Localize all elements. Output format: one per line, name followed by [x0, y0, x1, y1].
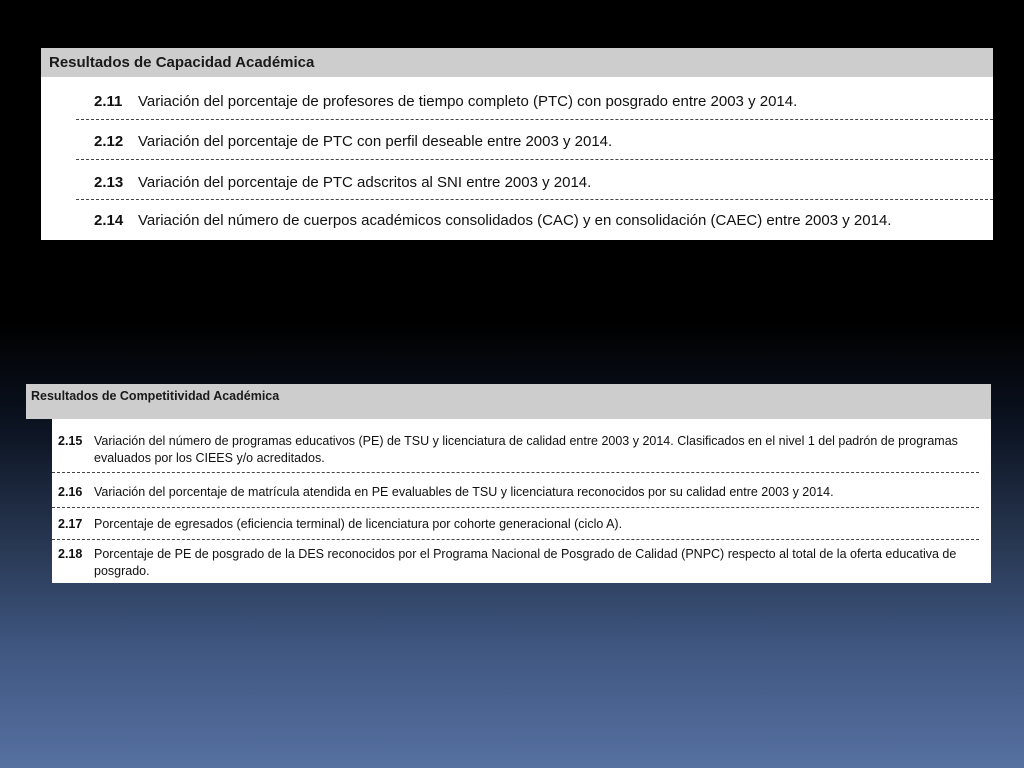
item-number: 2.18 [58, 547, 83, 561]
item-number: 2.15 [58, 434, 83, 448]
capacidad-item [76, 133, 993, 150]
competitividad-item [52, 433, 991, 467]
item-text: Porcentaje de egresados (eficiencia terminal) de licenciatura por cohorte generacional (ciclo A). [94, 517, 623, 531]
dashed-divider [52, 472, 979, 473]
dashed-divider [52, 507, 979, 508]
competitividad-header: Resultados de Competitividad Académica [26, 384, 991, 419]
capacidad-header: Resultados de Capacidad Académica [41, 48, 993, 77]
item-number: 2.11 [94, 93, 123, 110]
item-text: Variación del número de cuerpos académicos consolidados (CAC) y en consolidación (CAEC) entre 2003 y 2014. [138, 212, 892, 229]
item-text: Variación del número de programas educativos (PE) de TSU y licenciatura de calidad entre 2003 y 2014. Clasificados en el nivel 1 del padrón de programas evaluados por los CIEES y/o acreditados. [94, 434, 958, 465]
item-number: 2.13 [94, 174, 124, 191]
capacidad-panel [41, 48, 993, 240]
dashed-divider [76, 199, 993, 200]
competitividad-panel [52, 419, 991, 583]
dashed-divider [52, 539, 979, 540]
dashed-divider [76, 159, 993, 160]
competitividad-item [52, 516, 991, 533]
item-number: 2.17 [58, 517, 83, 531]
competitividad-item [52, 546, 991, 580]
capacidad-item [76, 93, 993, 110]
item-text: Variación del porcentaje de PTC con perfil deseable entre 2003 y 2014. [138, 133, 613, 150]
item-number: 2.14 [94, 212, 124, 229]
item-number: 2.12 [94, 133, 124, 150]
dashed-divider [76, 119, 993, 120]
capacidad-item [76, 174, 993, 191]
item-number: 2.16 [58, 485, 83, 499]
competitividad-item [52, 484, 991, 501]
item-text: Porcentaje de PE de posgrado de la DES reconocidos por el Programa Nacional de Posgrado de Calidad (PNPC) respecto al total de la oferta educativa de posgrado. [94, 547, 957, 578]
capacidad-item [76, 212, 993, 229]
item-text: Variación del porcentaje de profesores de tiempo completo (PTC) con posgrado entre 2003 y 2014. [138, 93, 798, 110]
item-text: Variación del porcentaje de matrícula atendida en PE evaluables de TSU y licenciatura reconocidos por su calidad entre 2003 y 2014. [94, 485, 834, 499]
item-text: Variación del porcentaje de PTC adscritos al SNI entre 2003 y 2014. [138, 174, 592, 191]
